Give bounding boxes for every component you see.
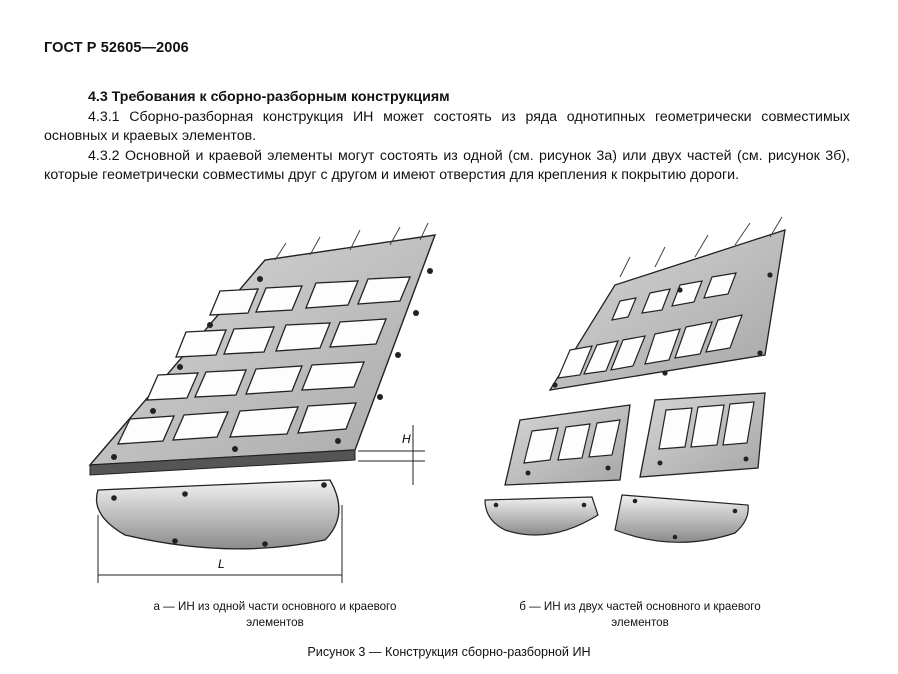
figure-3b-caption-line2: элементов — [611, 616, 669, 629]
figure-3b-caption-line1: б — ИН из двух частей основного и краевого — [519, 600, 761, 613]
edge-element-right — [615, 495, 748, 542]
figure-3a-caption-line2: элементов — [246, 616, 304, 629]
figure-title: Рисунок 3 — Конструкция сборно-разборной ИН — [307, 645, 591, 659]
paragraph-4-3-1: 4.3.1 Сборно-разборная конструкция ИН может состоять из ряда однотипных геометрически совместимых основных и краевых элементов. — [44, 108, 850, 144]
main-element-lower-left — [505, 405, 630, 485]
main-element — [90, 223, 435, 475]
document-number: ГОСТ Р 52605—2006 — [44, 40, 189, 56]
paragraph-4-3-2: 4.3.2 Основной и краевой элементы могут состоять из одной (см. рисунок 3а) или двух частей (см. рисунок 3б), которые геометрически совместимы друг с другом и имеют отверстия для крепления к покрытию дороги. — [44, 147, 850, 183]
figure-3a-caption-line1: а — ИН из одной части основного и краевого — [153, 600, 397, 613]
figure-3a-drawing — [80, 215, 440, 585]
length-label: L — [218, 557, 225, 571]
main-element-upper — [550, 217, 785, 390]
figure-3b-caption — [485, 599, 795, 631]
height-label: H — [402, 432, 411, 446]
edge-element — [97, 480, 339, 549]
figure-3a-one-part — [80, 215, 440, 585]
height-dimension — [358, 425, 425, 485]
section-4-3 — [44, 88, 850, 186]
figure-3a-caption — [110, 599, 440, 631]
main-element-lower-right — [640, 393, 765, 477]
figure-3b-drawing — [480, 215, 800, 555]
figure-3b-two-parts — [480, 215, 800, 555]
section-title: 4.3 Требования к сборно-разборным конструкциям — [88, 89, 450, 105]
edge-element-left — [485, 497, 598, 535]
